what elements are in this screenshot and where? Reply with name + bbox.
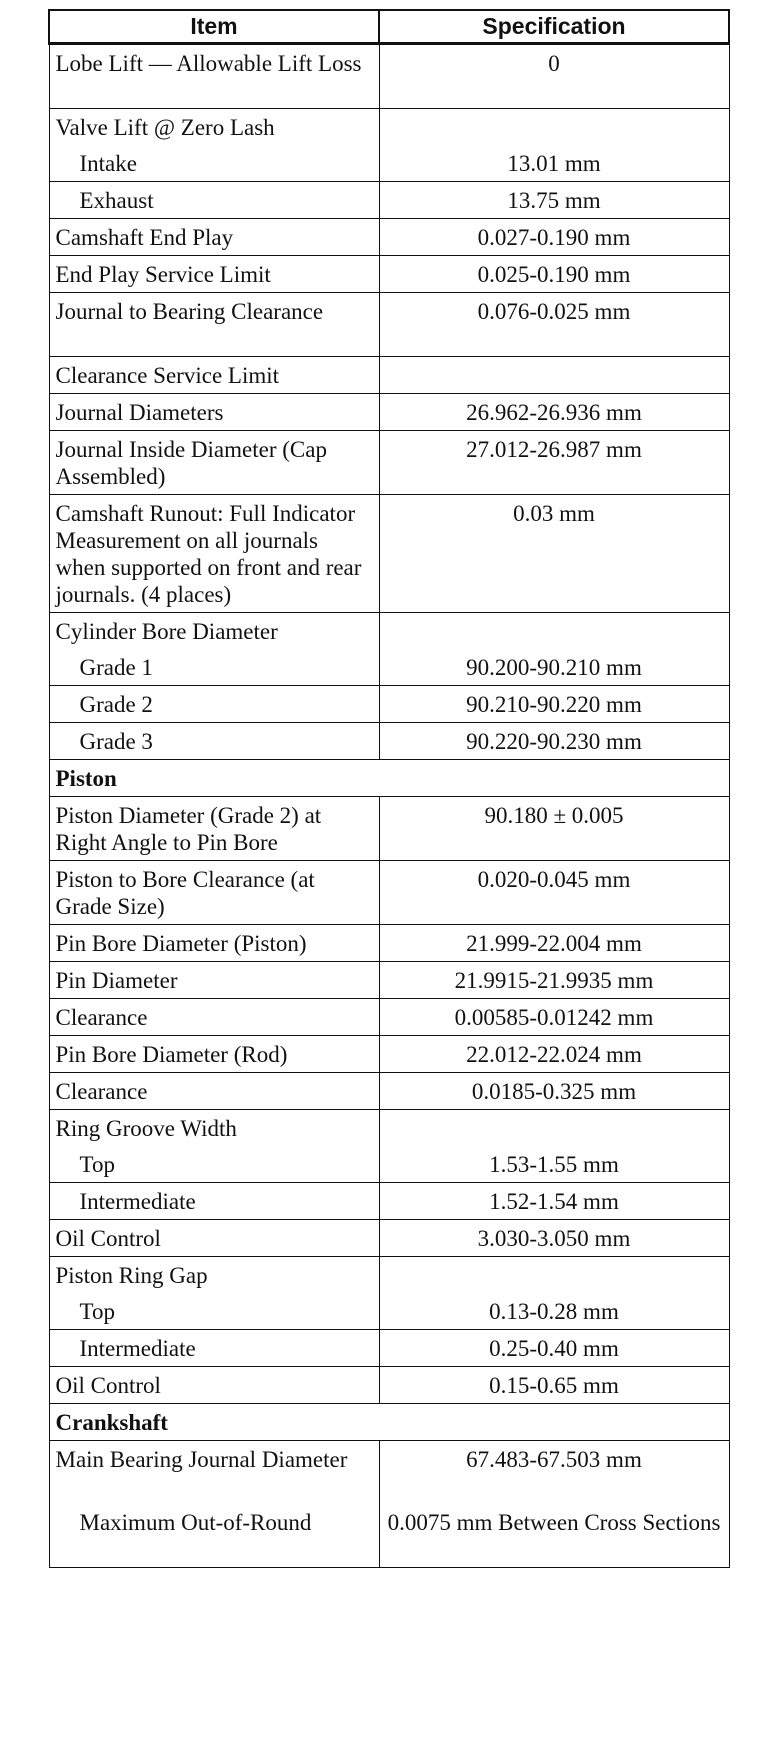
spec-cell xyxy=(379,613,729,650)
item-cell: Piston Diameter (Grade 2) at Right Angle to Pin Bore xyxy=(49,797,379,861)
spec-cell: 0.027-0.190 mm xyxy=(379,219,729,256)
spec-table-container xyxy=(48,9,728,1568)
table-row xyxy=(49,495,729,613)
table-row xyxy=(49,145,729,182)
item-cell: Oil Control xyxy=(49,1220,379,1257)
item-cell: Grade 2 xyxy=(49,686,379,723)
item-cell: Ring Groove Width xyxy=(49,1110,379,1147)
spec-cell xyxy=(379,1257,729,1294)
table-row xyxy=(49,723,729,760)
spec-cell: 0.0185-0.325 mm xyxy=(379,1073,729,1110)
item-cell: Camshaft End Play xyxy=(49,219,379,256)
table-row xyxy=(49,1367,729,1404)
item-cell: Main Bearing Journal Diameter xyxy=(49,1441,379,1505)
spec-cell: 0.13-0.28 mm xyxy=(379,1293,729,1330)
item-cell: Pin Bore Diameter (Rod) xyxy=(49,1036,379,1073)
item-cell: Journal Inside Diameter (Cap Assembled) xyxy=(49,431,379,495)
item-cell: Cylinder Bore Diameter xyxy=(49,613,379,650)
item-cell: Valve Lift @ Zero Lash xyxy=(49,109,379,146)
table-row xyxy=(49,1441,729,1505)
table-row xyxy=(49,1257,729,1294)
spec-cell: 90.220-90.230 mm xyxy=(379,723,729,760)
table-row xyxy=(49,182,729,219)
spec-cell: 1.53-1.55 mm xyxy=(379,1146,729,1183)
item-cell: Clearance xyxy=(49,999,379,1036)
item-cell: Maximum Out-of-Round xyxy=(49,1504,379,1568)
table-row xyxy=(49,861,729,925)
table-row xyxy=(49,925,729,962)
item-cell: Lobe Lift — Allowable Lift Loss xyxy=(49,44,379,109)
spec-cell: 0.076-0.025 mm xyxy=(379,293,729,357)
spec-cell: 13.75 mm xyxy=(379,182,729,219)
section-header-row xyxy=(49,1404,729,1441)
table-row xyxy=(49,293,729,357)
table-row xyxy=(49,1330,729,1367)
spec-cell: 27.012-26.987 mm xyxy=(379,431,729,495)
item-cell: Top xyxy=(49,1293,379,1330)
spec-cell xyxy=(379,357,729,394)
spec-cell xyxy=(379,109,729,146)
spec-cell: 0.15-0.65 mm xyxy=(379,1367,729,1404)
spec-cell: 26.962-26.936 mm xyxy=(379,394,729,431)
spec-cell: 90.200-90.210 mm xyxy=(379,649,729,686)
item-cell: Pin Bore Diameter (Piston) xyxy=(49,925,379,962)
spec-cell: 90.210-90.220 mm xyxy=(379,686,729,723)
table-row xyxy=(49,1220,729,1257)
spec-table xyxy=(48,9,730,1568)
spec-cell: 13.01 mm xyxy=(379,145,729,182)
table-row xyxy=(49,1073,729,1110)
spec-cell: 21.999-22.004 mm xyxy=(379,925,729,962)
item-cell: Piston Ring Gap xyxy=(49,1257,379,1294)
table-row xyxy=(49,797,729,861)
table-row xyxy=(49,1183,729,1220)
spec-cell: 1.52-1.54 mm xyxy=(379,1183,729,1220)
item-cell: Oil Control xyxy=(49,1367,379,1404)
table-row xyxy=(49,1504,729,1568)
spec-cell: 90.180 ± 0.005 xyxy=(379,797,729,861)
item-cell: Piston to Bore Clearance (at Grade Size) xyxy=(49,861,379,925)
spec-cell: 3.030-3.050 mm xyxy=(379,1220,729,1257)
table-row xyxy=(49,1146,729,1183)
item-cell: Journal Diameters xyxy=(49,394,379,431)
spec-cell: 0.03 mm xyxy=(379,495,729,613)
spec-cell: 21.9915-21.9935 mm xyxy=(379,962,729,999)
item-cell: Grade 1 xyxy=(49,649,379,686)
specification-column-header: Specification xyxy=(379,10,729,44)
item-column-header: Item xyxy=(49,10,379,44)
item-cell: Clearance xyxy=(49,1073,379,1110)
spec-cell: 0.25-0.40 mm xyxy=(379,1330,729,1367)
item-cell: Intake xyxy=(49,145,379,182)
table-row xyxy=(49,219,729,256)
item-cell: Journal to Bearing Clearance xyxy=(49,293,379,357)
table-row xyxy=(49,357,729,394)
spec-cell: 0.020-0.045 mm xyxy=(379,861,729,925)
item-cell: Exhaust xyxy=(49,182,379,219)
section-title-crankshaft: Crankshaft xyxy=(49,1404,729,1441)
spec-cell xyxy=(379,1110,729,1147)
table-row xyxy=(49,431,729,495)
table-row xyxy=(49,962,729,999)
spec-cell: 0.025-0.190 mm xyxy=(379,256,729,293)
table-row xyxy=(49,44,729,109)
spec-cell: 0.0075 mm Between Cross Sections xyxy=(379,1504,729,1568)
item-cell: Grade 3 xyxy=(49,723,379,760)
table-row xyxy=(49,686,729,723)
table-row xyxy=(49,649,729,686)
section-header-row xyxy=(49,760,729,797)
spec-cell: 67.483-67.503 mm xyxy=(379,1441,729,1505)
table-row xyxy=(49,394,729,431)
item-cell: Top xyxy=(49,1146,379,1183)
table-row xyxy=(49,999,729,1036)
table-row xyxy=(49,1036,729,1073)
table-row xyxy=(49,1293,729,1330)
section-title-piston: Piston xyxy=(49,760,729,797)
table-row xyxy=(49,109,729,146)
item-cell: Intermediate xyxy=(49,1330,379,1367)
table-row xyxy=(49,1110,729,1147)
item-cell: Pin Diameter xyxy=(49,962,379,999)
spec-cell: 22.012-22.024 mm xyxy=(379,1036,729,1073)
item-cell: End Play Service Limit xyxy=(49,256,379,293)
table-header-row xyxy=(49,10,729,44)
item-cell: Camshaft Runout: Full Indicator Measurement on all journals when supported on front and rear journals. (4 places) xyxy=(49,495,379,613)
spec-cell: 0 xyxy=(379,44,729,109)
item-cell: Intermediate xyxy=(49,1183,379,1220)
spec-cell: 0.00585-0.01242 mm xyxy=(379,999,729,1036)
table-row xyxy=(49,256,729,293)
table-row xyxy=(49,613,729,650)
item-cell: Clearance Service Limit xyxy=(49,357,379,394)
